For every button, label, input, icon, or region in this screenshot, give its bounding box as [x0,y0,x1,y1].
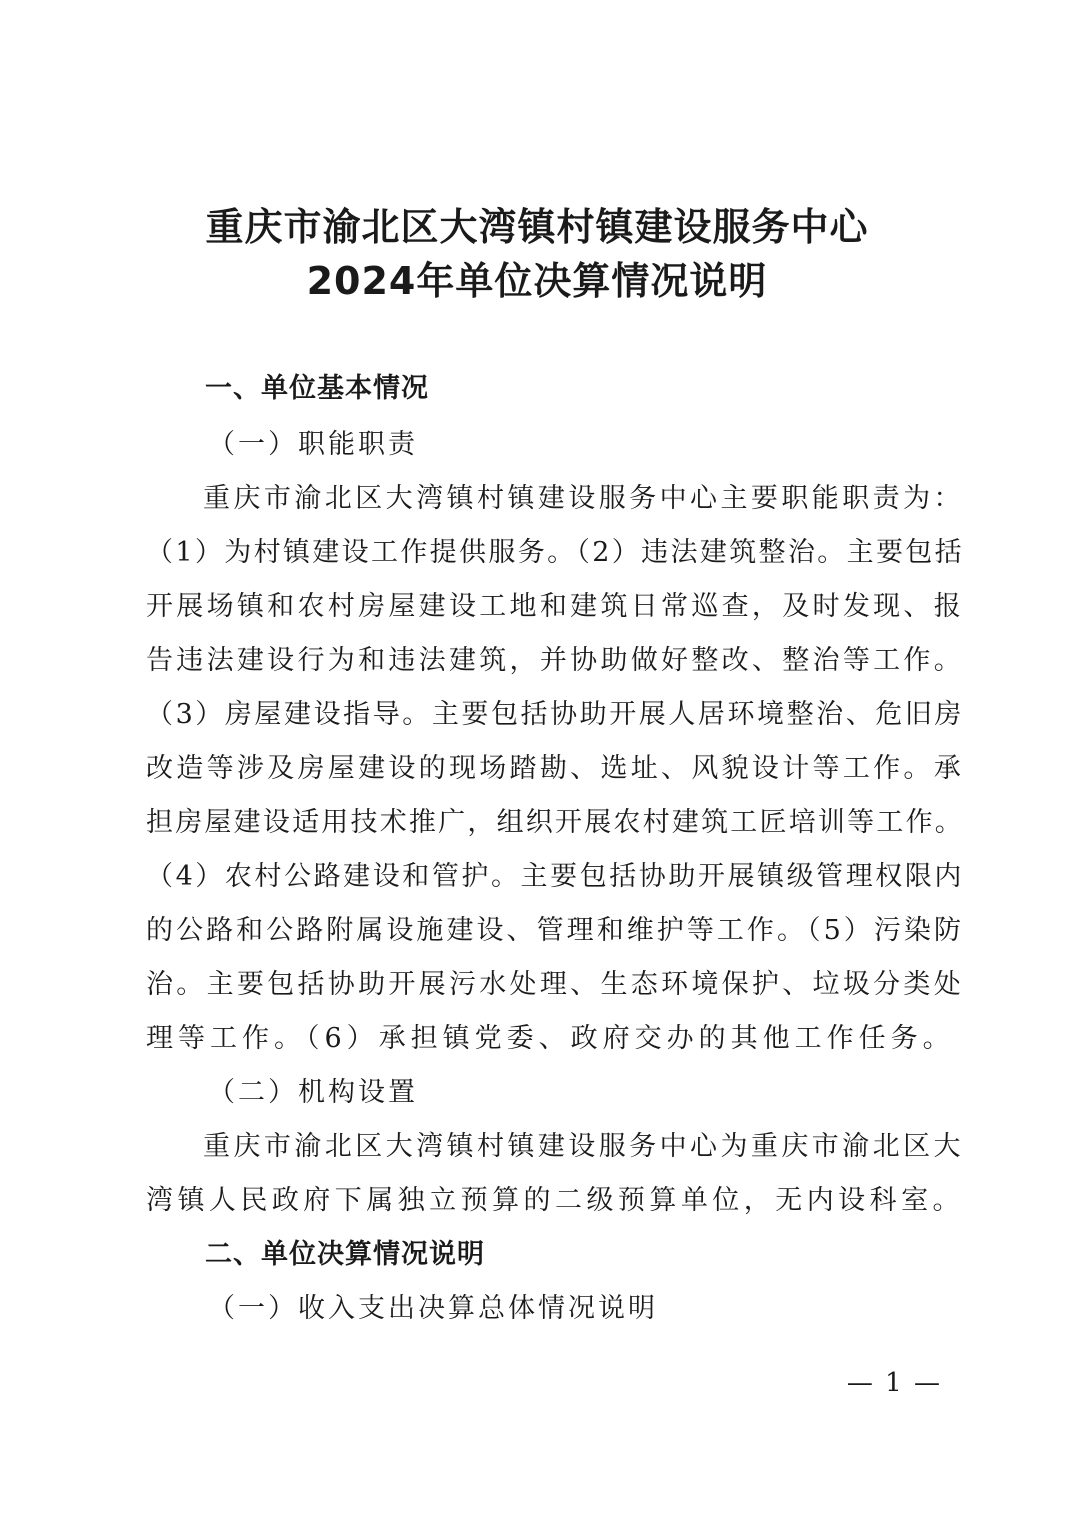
paragraph-line: 的公路和公路附属设施建设、管理和维护等工作。（5）污染防 [146,915,964,946]
paragraph-line: 改造等涉及房屋建设的现场踏勘、选址、风貌设计等工作。承 [146,753,964,784]
section-heading-basic-info: 一、单位基本情况 [205,373,429,404]
paragraph-line: 理等工作。（6）承担镇党委、政府交办的其他工作任务。 [146,1023,955,1054]
document-subtitle: 2024年单位决算情况说明 [306,259,768,303]
paragraph-line: 治。主要包括协助开展污水处理、生态环境保护、垃圾分类处 [146,969,964,1000]
paragraph-line: （3）房屋建设指导。主要包括协助开展人居环境整治、危旧房 [146,699,964,730]
paragraph-line: 重庆市渝北区大湾镇村镇建设服务中心主要职能职责为： [203,483,964,514]
subsection-heading-income-expenditure: （一）收入支出决算总体情况说明 [208,1293,658,1324]
subsection-heading-duties: （一）职能职责 [208,429,418,460]
paragraph-line: 告违法建设行为和违法建筑，并协助做好整改、整治等工作。 [146,645,964,676]
document-title: 重庆市渝北区大湾镇村镇建设服务中心 [205,205,869,249]
section-heading-final-accounts: 二、单位决算情况说明 [205,1239,485,1270]
paragraph-line: （1）为村镇建设工作提供服务。（2）违法建筑整治。主要包括 [146,537,964,568]
page-number: — 1 — [846,1368,942,1398]
paragraph-line: 湾镇人民政府下属独立预算的二级预算单位，无内设科室。 [146,1185,964,1216]
paragraph-line: 开展场镇和农村房屋建设工地和建筑日常巡查，及时发现、报 [146,591,964,622]
paragraph-line: 重庆市渝北区大湾镇村镇建设服务中心为重庆市渝北区大 [203,1131,964,1162]
paragraph-line: 担房屋建设适用技术推广，组织开展农村建筑工匠培训等工作。 [146,807,964,838]
paragraph-line: （4）农村公路建设和管护。主要包括协助开展镇级管理权限内 [146,861,964,892]
subsection-heading-organization: （二）机构设置 [208,1077,418,1108]
